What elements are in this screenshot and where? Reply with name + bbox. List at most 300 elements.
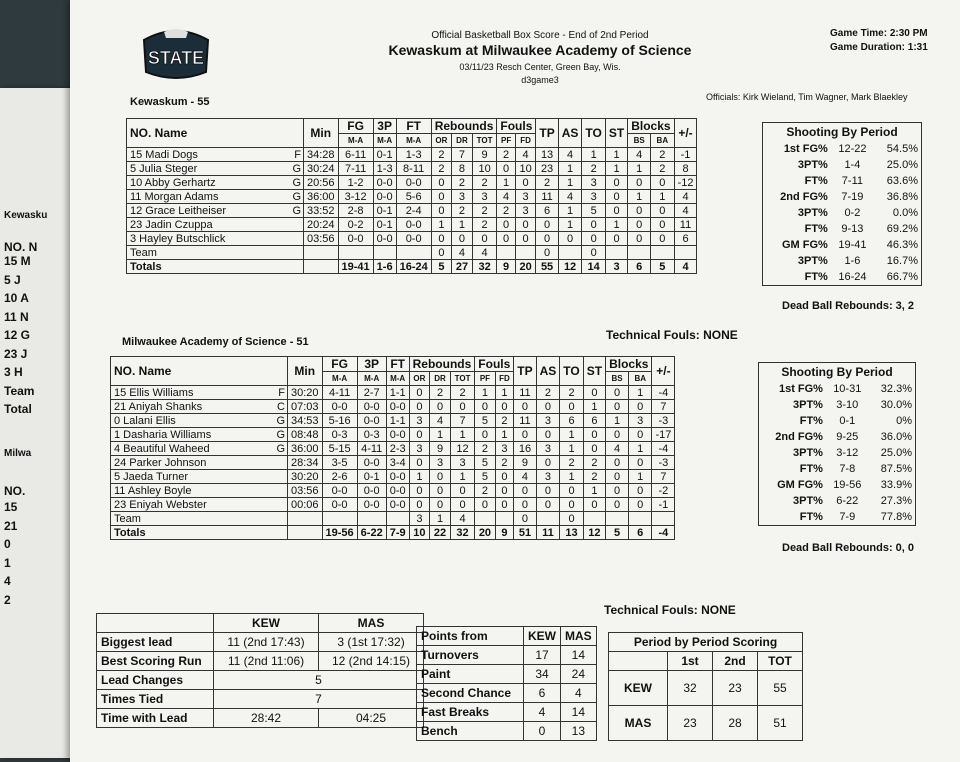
col-rebounds: Rebounds [431, 119, 497, 134]
stat-fd: 1 [495, 428, 514, 442]
game-stat-label: Lead Changes [97, 671, 214, 690]
stat-bs: 0 [628, 176, 651, 190]
stat-as: 4 [558, 190, 582, 204]
stat-to: 1 [560, 470, 583, 484]
stat-tot: 1 [450, 470, 474, 484]
shooting-label: 3PT% [793, 447, 823, 459]
stat-ft: 1-3 [396, 148, 431, 162]
team2-box-table [110, 356, 675, 540]
stat-tot: 2 [472, 176, 497, 190]
shooting-row [759, 397, 915, 413]
player-name [127, 204, 304, 218]
col-sub-bs: BS [628, 134, 651, 148]
player-row [111, 428, 675, 442]
shooting-value: 3-12 [836, 447, 859, 459]
team2-box [110, 356, 675, 540]
stat-min: 00:06 [288, 498, 323, 512]
stat-or: 3 [409, 414, 430, 428]
points-from-label: Paint [417, 665, 524, 684]
empty-cell [304, 260, 339, 274]
stat-as: 0 [536, 456, 560, 470]
empty-cell [674, 246, 697, 260]
total-bs: 6 [628, 260, 651, 274]
stat-or: 0 [409, 498, 430, 512]
shooting-row [759, 461, 915, 477]
player-position: G [292, 190, 301, 203]
stat-tp3: 0-0 [373, 176, 396, 190]
stat-tp3: 0-1 [373, 148, 396, 162]
stat-as: 1 [558, 176, 582, 190]
stat-pm: -17 [652, 428, 675, 442]
stat-bs: 0 [606, 428, 629, 442]
col-sub-ma: M-A [357, 372, 386, 386]
shooting-label: 3PT% [797, 255, 828, 267]
bg-row: 15 M [4, 254, 31, 268]
game-stat-label: Best Scoring Run [97, 652, 214, 671]
stat-to: 0 [560, 498, 583, 512]
empty-cell [515, 246, 536, 260]
player-no-name: 10 Abby Gerhartz [130, 176, 216, 189]
shooting-row [759, 445, 915, 461]
stat-to: 2 [560, 386, 583, 400]
player-row [127, 176, 697, 190]
team-dr: 4 [452, 246, 473, 260]
shooting-value: 0-1 [839, 415, 856, 427]
shooting-label: FT% [804, 223, 828, 235]
shooting-value: 9-13 [841, 223, 864, 235]
points-from-label: Bench [417, 722, 524, 741]
stat-tp: 11 [514, 414, 536, 428]
stat-ft: 2-3 [386, 442, 409, 456]
empty-cell [304, 246, 339, 260]
player-position: G [292, 176, 301, 189]
shooting-pct: 0.0% [892, 207, 918, 219]
shooting-row [763, 205, 921, 221]
stat-min: 30:20 [288, 470, 323, 484]
period-tot: 51 [758, 706, 803, 741]
team1-shooting-table [763, 141, 921, 285]
stat-to: 0 [560, 484, 583, 498]
stat-as: 0 [536, 428, 560, 442]
officials: Officials: Kirk Wieland, Tim Wagner, Mark Blaekley [706, 92, 908, 102]
stat-or: 1 [431, 218, 451, 232]
stat-bs: 0 [606, 400, 629, 414]
stat-bs: 0 [628, 232, 651, 246]
stat-fd: 4 [515, 148, 536, 162]
player-name [111, 498, 288, 512]
col-sub-pf: PF [497, 134, 515, 148]
stat-pm: -4 [652, 442, 675, 456]
stat-bs: 0 [606, 484, 629, 498]
shooting-pct: 25.0% [886, 159, 918, 171]
stat-bs: 1 [628, 190, 651, 204]
period-scoring-title: Period by Period Scoring [609, 633, 803, 652]
shooting-pct: 16.7% [886, 255, 918, 267]
col-as: AS [536, 357, 560, 386]
shooting-row [763, 173, 921, 189]
bg-row: 15 [4, 500, 18, 514]
stat-tot: 2 [450, 386, 474, 400]
player-row [111, 484, 675, 498]
stat-or: 0 [431, 190, 451, 204]
stat-pf: 0 [475, 400, 495, 414]
total-ba: 6 [628, 526, 651, 540]
stat-pm: -3 [652, 456, 675, 470]
game-stats-table [96, 613, 424, 728]
period-p1: 23 [668, 706, 713, 741]
empty-cell [497, 246, 515, 260]
stat-as: 0 [558, 232, 582, 246]
stat-fg: 2-6 [322, 470, 357, 484]
player-no-name: 23 Jadin Czuppa [130, 218, 213, 231]
team-row-label: Team [127, 246, 304, 260]
period-row [609, 671, 803, 706]
game-stats-header [97, 614, 424, 633]
stat-as: 0 [536, 484, 560, 498]
shooting-value: 12-22 [838, 143, 867, 155]
game-stat-kew: 11 (2nd 17:43) [214, 633, 319, 652]
shooting-value: 6-22 [836, 495, 859, 507]
shooting-value: 9-25 [836, 431, 859, 443]
shooting-pct: 46.3% [886, 239, 918, 251]
shooting-label: FT% [799, 511, 823, 523]
bg-row: 3 H [4, 365, 23, 379]
stat-fd: 0 [495, 400, 514, 414]
stat-tp3: 0-1 [373, 204, 396, 218]
player-name [111, 428, 288, 442]
total-pf: 20 [475, 526, 495, 540]
stat-dr: 0 [430, 400, 451, 414]
player-row [127, 148, 697, 162]
stat-pm: 8 [674, 162, 697, 176]
shooting-label: FT% [799, 463, 823, 475]
player-no-name: 15 Madi Dogs [130, 148, 198, 161]
stat-to: 5 [582, 204, 605, 218]
game-stat-mas: 3 (1st 17:32) [319, 633, 424, 652]
stat-ba: 2 [651, 162, 674, 176]
stat-dr: 2 [430, 386, 451, 400]
stat-ba: 1 [651, 190, 674, 204]
shooting-value: 1-4 [844, 159, 861, 171]
player-row [127, 162, 697, 176]
stat-as: 3 [536, 414, 560, 428]
empty-cell [386, 512, 409, 526]
stat-ft: 0-0 [386, 484, 409, 498]
stat-min: 08:48 [288, 428, 323, 442]
bg-team2: Milwa [4, 448, 32, 459]
shooting-pct: 25.0% [880, 447, 912, 459]
stat-pf: 5 [475, 470, 495, 484]
shooting-label: FT% [799, 415, 823, 427]
col-sub-ma: M-A [322, 372, 357, 386]
background-sheet [0, 88, 70, 758]
stat-dr: 8 [452, 162, 473, 176]
period-col: 1st [668, 652, 713, 671]
stat-ba: 0 [628, 484, 651, 498]
points-from-mas: 24 [561, 665, 597, 684]
empty-cell [338, 246, 373, 260]
stat-as: 1 [558, 162, 582, 176]
shooting-pct: 32.3% [880, 383, 912, 395]
col-fg: FG [322, 357, 357, 372]
player-no-name: 24 Parker Johnson [114, 456, 207, 469]
stat-ba: 0 [628, 498, 651, 512]
team1-shooting-by-period [762, 122, 922, 286]
stat-fd: 1 [495, 386, 514, 400]
stat-pf: 2 [475, 484, 495, 498]
total-pf: 9 [497, 260, 515, 274]
stat-fg: 0-2 [338, 218, 373, 232]
points-from-title: Points from [417, 627, 524, 646]
points-from-kew: 0 [524, 722, 561, 741]
stat-dr: 3 [452, 190, 473, 204]
stat-dr: 3 [430, 456, 451, 470]
game-stat-row [97, 633, 424, 652]
shooting-pct: 69.2% [886, 223, 918, 235]
col-tp: TP [514, 357, 536, 386]
stat-bs: 4 [628, 148, 651, 162]
stat-st: 1 [605, 162, 627, 176]
game-stat-mas: 12 (2nd 14:15) [319, 652, 424, 671]
stat-ba: 1 [628, 386, 651, 400]
stat-dr: 1 [430, 428, 451, 442]
shooting-row [763, 189, 921, 205]
player-no-name: 11 Ashley Boyle [114, 484, 192, 497]
stat-fg: 5-15 [322, 442, 357, 456]
points-from-header [417, 627, 597, 646]
col-sub-bs: BS [606, 372, 629, 386]
empty-cell [288, 526, 323, 540]
points-from-row [417, 684, 597, 703]
total-tp3: 1-6 [373, 260, 396, 274]
team1-technical-fouls: Technical Fouls: NONE [606, 328, 738, 342]
total-dr: 27 [452, 260, 473, 274]
team1-box-table [126, 118, 697, 274]
stat-pf: 2 [497, 148, 515, 162]
shooting-value: 7-9 [839, 511, 856, 523]
stat-ft: 0-0 [386, 470, 409, 484]
stat-as: 1 [558, 204, 582, 218]
stat-dr: 0 [430, 484, 451, 498]
shooting-value: 19-41 [838, 239, 867, 251]
col-sub-or: OR [431, 134, 451, 148]
col-sub-tot: TOT [450, 372, 474, 386]
stat-tp3: 0-3 [357, 428, 386, 442]
player-no-name: 23 Eniyah Webster [114, 498, 207, 511]
shooting-pct: 77.8% [880, 511, 912, 523]
team1-box [126, 118, 697, 274]
stat-tp: 13 [536, 148, 558, 162]
shooting-label: FT% [804, 271, 828, 283]
shooting-value: 7-19 [841, 191, 864, 203]
shooting-label: 3PT% [793, 495, 823, 507]
col-plusminus: +/- [674, 119, 697, 148]
stat-min: 20:56 [304, 176, 339, 190]
shooting-pct: 0% [896, 415, 912, 427]
empty-cell [652, 512, 675, 526]
player-name [127, 176, 304, 190]
shooting-row [763, 221, 921, 237]
team-tot: 4 [450, 512, 474, 526]
stat-pm: -3 [652, 414, 675, 428]
team2-technical-fouls: Technical Fouls: NONE [604, 603, 736, 617]
game-title: Kewaskum at Milwaukee Academy of Science [388, 42, 692, 58]
stat-fd: 0 [495, 484, 514, 498]
period-col: 2nd [713, 652, 758, 671]
game-stat-shared: 5 [214, 671, 424, 690]
col-sub-tot: TOT [472, 134, 497, 148]
stat-st: 0 [605, 204, 627, 218]
total-bs: 5 [606, 526, 629, 540]
stat-dr: 7 [452, 148, 473, 162]
stat-fd: 2 [495, 456, 514, 470]
total-ft: 16-24 [396, 260, 431, 274]
stat-or: 0 [409, 386, 430, 400]
stat-st: 2 [583, 456, 605, 470]
col-sub-fd: FD [515, 134, 536, 148]
empty-cell [651, 246, 674, 260]
shooting-value: 7-8 [839, 463, 856, 475]
shooting-label: 1st FG% [783, 143, 828, 155]
col-fg: FG [338, 119, 373, 134]
stat-tp: 11 [514, 386, 536, 400]
total-ba: 5 [651, 260, 674, 274]
col-plusminus: +/- [652, 357, 675, 386]
col-mas: MAS [561, 627, 597, 646]
points-from-kew: 4 [524, 703, 561, 722]
stat-st: 1 [605, 148, 627, 162]
stat-pf: 0 [497, 218, 515, 232]
shooting-pct: 54.5% [886, 143, 918, 155]
player-position: F [294, 148, 301, 161]
stat-or: 2 [431, 162, 451, 176]
col-sub-dr: DR [430, 372, 451, 386]
logo-text: STATE [147, 48, 205, 68]
player-no-name: 15 Ellis Williams [114, 386, 194, 399]
stat-ba: 2 [651, 148, 674, 162]
total-fd: 20 [515, 260, 536, 274]
bg-header2: NO. [4, 484, 26, 498]
stat-or: 0 [431, 232, 451, 246]
player-row [127, 232, 697, 246]
stat-fd: 0 [515, 218, 536, 232]
header-row [127, 119, 697, 134]
points-from-kew: 17 [524, 646, 561, 665]
player-row [111, 498, 675, 512]
points-from-mas: 14 [561, 646, 597, 665]
stat-fg: 3-5 [322, 456, 357, 470]
stat-bs: 0 [606, 456, 629, 470]
shooting-pct: 87.5% [880, 463, 912, 475]
player-no-name: 1 Dasharia Williams [114, 428, 212, 441]
shooting-row [763, 141, 921, 157]
stat-pf: 0 [497, 162, 515, 176]
stat-st: 0 [583, 442, 605, 456]
stat-fg: 0-0 [322, 484, 357, 498]
total-as: 11 [536, 526, 560, 540]
stat-fg: 5-16 [322, 414, 357, 428]
stat-st: 2 [583, 470, 605, 484]
stat-to: 1 [560, 442, 583, 456]
points-from [416, 626, 597, 741]
stat-tp: 6 [536, 204, 558, 218]
points-from-row [417, 646, 597, 665]
empty-cell [475, 512, 495, 526]
stat-tp: 0 [514, 498, 536, 512]
stat-tp3: 0-1 [357, 470, 386, 484]
stat-tp3: 0-1 [373, 218, 396, 232]
stat-tot: 7 [450, 414, 474, 428]
period-p2: 28 [713, 706, 758, 741]
points-from-kew: 6 [524, 684, 561, 703]
stat-min: 34:28 [304, 148, 339, 162]
stat-ft: 8-11 [396, 162, 431, 176]
stat-or: 1 [409, 470, 430, 484]
col-to: TO [582, 119, 605, 148]
stat-fg: 0-0 [322, 400, 357, 414]
game-code: d3game3 [521, 75, 559, 85]
total-or: 10 [409, 526, 430, 540]
col-sub-ma: M-A [338, 134, 373, 148]
bg-row: 2 [4, 592, 11, 607]
empty-cell [357, 512, 386, 526]
player-row [111, 470, 675, 484]
stat-dr: 0 [452, 232, 473, 246]
player-position: G [276, 442, 285, 455]
stat-tp3: 0-0 [357, 498, 386, 512]
points-from-row [417, 703, 597, 722]
stat-tp: 16 [514, 442, 536, 456]
player-position: F [278, 386, 285, 399]
stat-bs: 0 [606, 470, 629, 484]
stat-tp3: 0-0 [373, 190, 396, 204]
stat-as: 0 [536, 498, 560, 512]
bg-row: 10 A [4, 291, 29, 305]
stat-fg: 0-0 [338, 232, 373, 246]
shooting-row [759, 493, 915, 509]
stat-pm: -1 [652, 498, 675, 512]
report-type: Official Basketball Box Score - End of 2nd Period [431, 30, 649, 41]
stat-fg: 1-2 [338, 176, 373, 190]
stat-or: 0 [431, 176, 451, 190]
team-row [127, 246, 697, 260]
bg-row: 21 [4, 518, 18, 533]
stat-fd: 10 [515, 162, 536, 176]
stat-fd: 3 [515, 204, 536, 218]
col-sub-or: OR [409, 372, 430, 386]
team-tp: 0 [514, 512, 536, 526]
stat-pm: -2 [652, 484, 675, 498]
shooting-pct: 30.0% [880, 399, 912, 411]
player-name [111, 442, 288, 456]
stat-ft: 5-6 [396, 190, 431, 204]
team-tot: 4 [472, 246, 497, 260]
shooting-value: 19-56 [833, 479, 862, 491]
total-fd: 9 [495, 526, 514, 540]
stat-tp3: 4-11 [357, 442, 386, 456]
stat-ft: 3-4 [386, 456, 409, 470]
totals-label: Totals [127, 260, 304, 274]
stat-fg: 7-11 [338, 162, 373, 176]
shooting-pct: 36.8% [886, 191, 918, 203]
stat-to: 3 [582, 176, 605, 190]
stat-or: 0 [409, 484, 430, 498]
stat-ba: 0 [651, 176, 674, 190]
period-tot: 55 [758, 671, 803, 706]
bg-team1: Kewasku [4, 210, 48, 221]
points-from-row [417, 665, 597, 684]
stat-pm: 11 [674, 218, 697, 232]
